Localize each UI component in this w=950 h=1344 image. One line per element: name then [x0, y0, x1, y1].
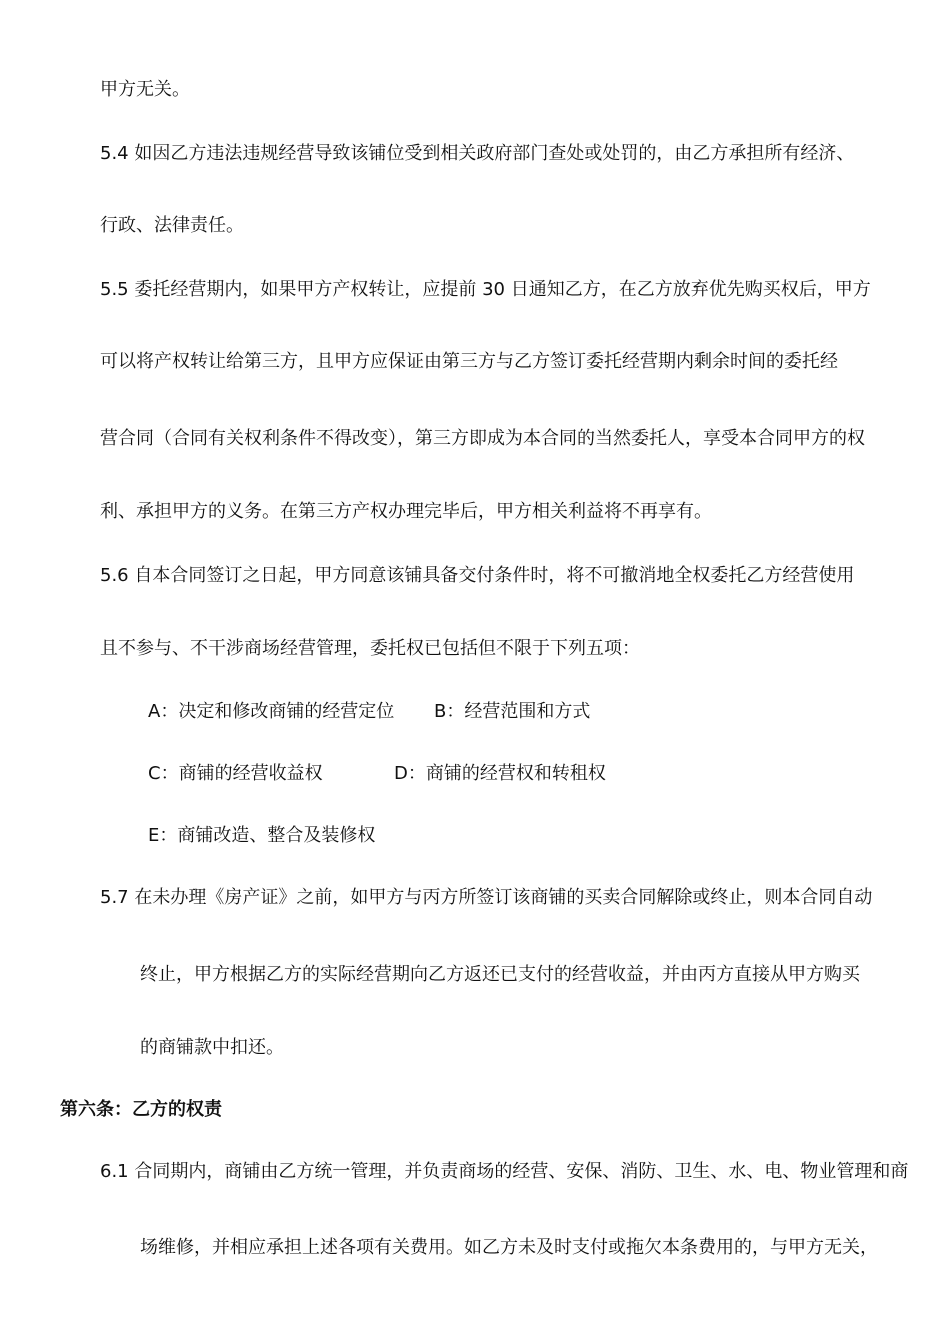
text-line: 营合同（合同有关权利条件不得改变），第三方即成为本合同的当然委托人，享受本合同甲方的权 [100, 428, 865, 449]
clause-5-6: 5.6 自本合同签订之日起，甲方同意该铺具备交付条件时，将不可撤消地全权委托乙方经营使用 [100, 565, 855, 586]
list-item-a: A：决定和修改商铺的经营定位 [148, 701, 395, 722]
list-item-e: E：商铺改造、整合及装修权 [148, 825, 376, 846]
text-line: 利、承担甲方的义务。在第三方产权办理完毕后，甲方相关利益将不再享有。 [100, 501, 712, 522]
clause-5-4: 5.4 如因乙方违法违规经营导致该铺位受到相关政府部门查处或处罚的，由乙方承担所有经济、 [100, 143, 855, 164]
clause-5-5: 5.5 委托经营期内，如果甲方产权转让，应提前 30 日通知乙方，在乙方放弃优先购买权后，甲方 [100, 279, 871, 300]
text-line: 行政、法律责任。 [100, 215, 244, 236]
text-line: 终止，甲方根据乙方的实际经营期向乙方返还已支付的经营收益，并由丙方直接从甲方购买 [140, 964, 860, 985]
clause-6-1: 6.1 合同期内，商铺由乙方统一管理，并负责商场的经营、安保、消防、卫生、水、电、物业管理和商 [100, 1161, 909, 1182]
text-line: 的商铺款中扣还。 [140, 1037, 284, 1058]
list-item-c: C：商铺的经营收益权 [148, 763, 323, 784]
text-line: 可以将产权转让给第三方，且甲方应保证由第三方与乙方签订委托经营期内剩余时间的委托经 [100, 351, 838, 372]
list-item-d: D：商铺的经营权和转租权 [394, 763, 606, 784]
text-line: 场维修，并相应承担上述各项有关费用。如乙方未及时支付或拖欠本条费用的，与甲方无关， [140, 1237, 878, 1258]
list-item-b: B：经营范围和方式 [434, 701, 591, 722]
text-line: 且不参与、不干涉商场经营管理，委托权已包括但不限于下列五项： [100, 638, 640, 659]
text-line: 甲方无关。 [100, 79, 190, 100]
section-heading: 第六条：乙方的权责 [60, 1099, 222, 1120]
clause-5-7: 5.7 在未办理《房产证》之前，如甲方与丙方所签订该商铺的买卖合同解除或终止，则本合同自动 [100, 887, 873, 908]
